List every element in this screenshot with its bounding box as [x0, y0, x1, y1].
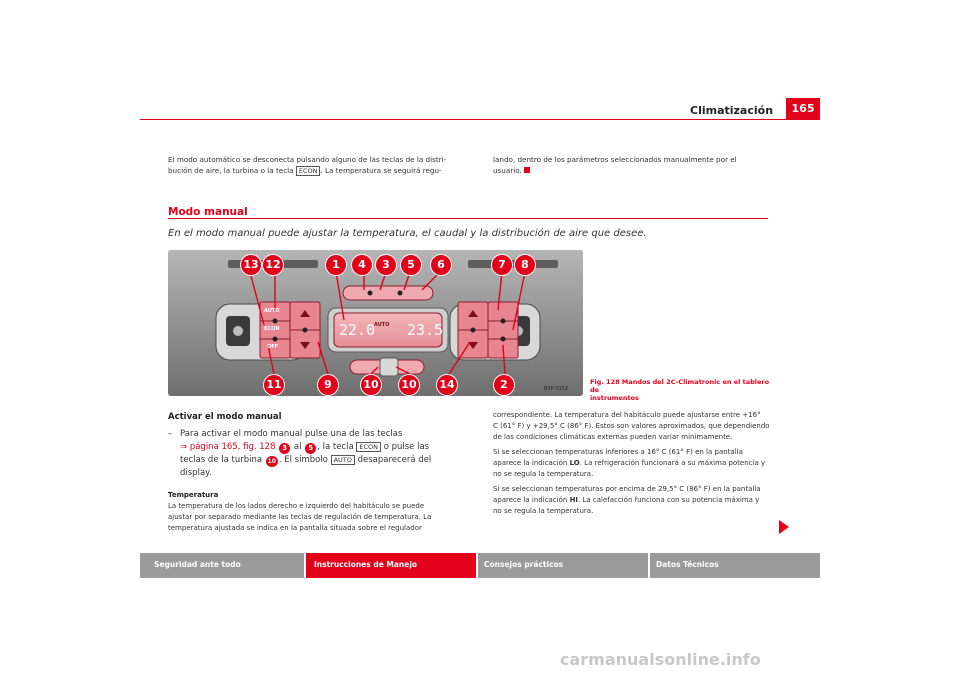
figure-reference-link[interactable]: ⇒ página 165, fig. 128 — [180, 442, 276, 452]
right-p1-line3: de las condiciones climáticas externas pueden variar mínimamente. — [493, 433, 733, 441]
callout-6: 6 — [430, 254, 452, 276]
footer-tab-operation-label: Instrucciones de Manejo — [314, 560, 418, 569]
econ-key-ref: ECON — [356, 442, 381, 452]
intro-right — [493, 154, 783, 176]
right-p3-line2 — [493, 495, 778, 506]
off-button-label: OFF — [267, 344, 279, 350]
lo-indicator: LO — [569, 459, 580, 467]
display-left-temp: 22.0 — [339, 321, 376, 339]
callout-9: 9 — [317, 374, 339, 396]
activate-l3c: desaparecerá del — [357, 455, 432, 465]
climatronic-figure — [168, 250, 583, 396]
right-p2-l2a: aparece la indicación — [493, 459, 568, 467]
temperatura-line3: temperatura ajustada se indica en la pantalla situada sobre el regulador — [168, 524, 422, 532]
auto-key-ref: AUTO — [331, 455, 355, 465]
intro-left-line2 — [168, 165, 478, 176]
activate-la-tecla: , la tecla — [317, 442, 354, 452]
right-p3-line3: no se regula la temperatura. — [493, 507, 594, 515]
footer-tab-tips[interactable] — [478, 553, 648, 578]
callout-11: 11 — [263, 374, 285, 396]
footer-tab-technical-label: Datos Técnicos — [656, 560, 719, 569]
section-subtitle: En el modo manual puede ajustar la temperatura, el caudal y la distribución de aire que desee. — [168, 228, 647, 239]
figure-code-label: B5P-0152 — [544, 386, 569, 392]
econ-button-label: ECON — [264, 326, 280, 332]
page-number: 165 — [786, 98, 820, 120]
footer-tab-safety-label: Seguridad ante todo — [154, 560, 241, 569]
activate-l3b: . El símbolo — [278, 455, 328, 465]
activate-title: Activar el modo manual — [168, 412, 282, 422]
right-p2-line3: no se regula la temperatura. — [493, 470, 594, 478]
intro-left-line2a: bución de aire, la turbina o la tecla — [168, 166, 294, 175]
temperatura-line2: ajustar por separado mediante las teclas de regulación de temperatura. La — [168, 513, 432, 521]
activate-o-pulse: o pulse las — [383, 442, 430, 452]
intro-right-line1: lando, dentro de los parámetros seleccionados manualmente por el — [493, 155, 737, 164]
activate-dash: – — [168, 429, 173, 439]
right-p1-line2: C (61° F) y +29,5° C (86° F). Estos son valores aproximados, que dependiendo — [493, 422, 770, 430]
hi-indicator: HI — [569, 496, 579, 504]
intro-right-line2-text: usuario. — [493, 166, 522, 175]
right-p2-l2b: . La refrigeración funcionará a su máxima potencia y — [579, 459, 766, 467]
ref-callout-5: 5 — [304, 442, 317, 455]
right-p3-l2a: aparece la indicación — [493, 496, 568, 504]
auto-button-label: AUTO — [264, 308, 280, 314]
intro-left-line1: El modo automático se desconecta pulsando alguno de las teclas de la distri- — [168, 155, 447, 164]
intro-left — [168, 154, 478, 176]
ref-callout-10: 10 — [265, 455, 279, 468]
footer-tab-safety[interactable] — [140, 553, 304, 578]
footer-tab-operation[interactable] — [306, 553, 476, 578]
figure-caption-line1: Fig. 128 Mandos del 2C-Climatronic en el tablero de — [590, 378, 770, 394]
activate-l3a: teclas de la turbina — [180, 455, 263, 465]
ref-callout-3: 3 — [278, 442, 291, 455]
temperatura-title: Temperatura — [168, 491, 219, 499]
activate-line2 — [180, 441, 468, 454]
page-header-title: Climatización — [690, 104, 774, 117]
activate-line1: Para activar el modo manual pulse una de las teclas — [180, 429, 403, 439]
callout-3: 3 — [375, 254, 397, 276]
right-p2-line2 — [493, 458, 778, 469]
right-column — [493, 410, 778, 517]
temperatura-block — [168, 490, 478, 534]
callout-10b: 10 — [398, 374, 420, 396]
activate-body — [168, 428, 468, 480]
callout-7: 7 — [491, 254, 513, 276]
right-p2-line1: Si se seleccionan temperaturas inferiores a 16° C (61° F) en la pantalla — [493, 448, 743, 456]
right-p3-l2b: . La calefacción funciona con su potencia máxima y — [578, 496, 760, 504]
callout-4: 4 — [351, 254, 373, 276]
display-right-temp: 23.5 — [407, 321, 444, 339]
watermark: carmanualsonline.info — [560, 650, 761, 669]
footer-tab-technical[interactable] — [650, 553, 820, 578]
intro-left-line2b: . La temperatura se seguirá regu- — [320, 166, 442, 175]
callout-2: 2 — [493, 374, 515, 396]
callout-1: 1 — [325, 254, 347, 276]
display-auto-label: AUTO — [374, 322, 390, 328]
callout-8: 8 — [514, 254, 536, 276]
callout-10a: 10 — [360, 374, 382, 396]
callout-5: 5 — [400, 254, 422, 276]
activate-al: al — [293, 442, 302, 452]
next-page-arrow-icon[interactable] — [779, 520, 789, 534]
callout-13: 13 — [240, 254, 262, 276]
end-marker-icon — [524, 167, 530, 173]
header-divider — [140, 119, 820, 120]
intro-right-line2 — [493, 165, 783, 176]
right-p3-line1: Si se seleccionan temperaturas por encima de 29,5° C (86° F) en la pantalla — [493, 485, 761, 493]
figure-caption — [590, 378, 770, 402]
section-title: Modo manual — [168, 206, 248, 218]
section-divider — [168, 218, 768, 219]
temperatura-line1: La temperatura de los lados derecho e izquierdo del habitáculo se puede — [168, 502, 425, 510]
callout-14: 14 — [436, 374, 458, 396]
activate-item — [168, 428, 468, 480]
figure-caption-line2: instrumentos — [590, 394, 639, 402]
footer-tab-tips-label: Consejos prácticos — [484, 560, 564, 569]
right-p1-line1: correspondiente. La temperatura del habitáculo puede ajustarse entre +16° — [493, 411, 761, 419]
callout-12: 12 — [262, 254, 284, 276]
activate-line3 — [180, 454, 468, 467]
econ-key-label: ECON — [296, 166, 321, 176]
activate-line4: display. — [180, 468, 212, 478]
